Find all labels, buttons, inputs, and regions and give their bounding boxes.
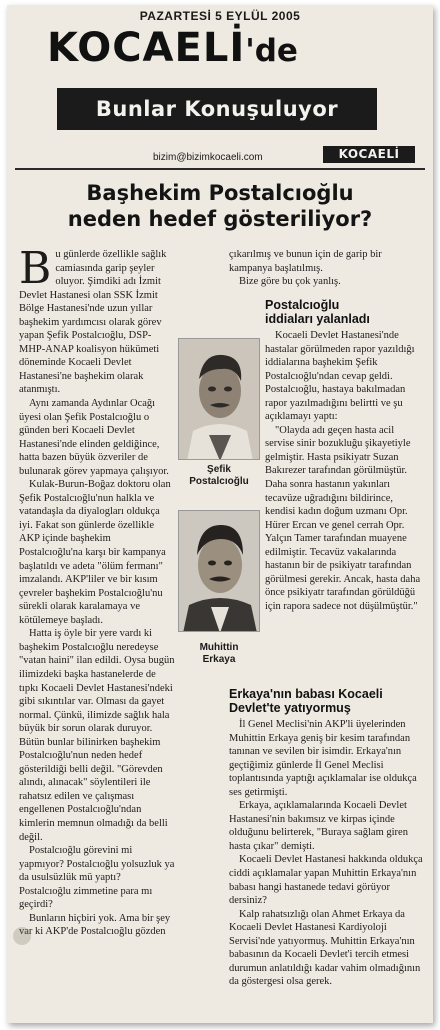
newspaper-clipping [7, 5, 433, 1023]
date-line: PAZARTESİ 5 EYLÜL 2005 [139, 9, 301, 23]
masthead-title-suffix: 'de [245, 33, 298, 69]
article-paragraph: Bize göre bu çok yanlış. [239, 276, 341, 288]
paper-logo: KOCAELİ [323, 146, 415, 163]
bottom-right-column [229, 684, 423, 989]
left-column [19, 243, 175, 939]
article-paragraph: Kalp rahatsızlığı olan Ahmet Erkaya da Kocaeli Devlet Hastanesi Kardiyoloji Servisi'nde yatıyormuş. Muhittin Erkaya'nın babasının da Kocaeli Devlet'i tercih etmesi durumun anlatıldığı kadar vahim olmadığının da göstergesi olsa gerek. [229, 908, 421, 988]
section-banner: Bunlar Konuşuluyor [57, 88, 377, 130]
article-paragraph: çıkarılmış ve bunun için de garip bir kampanya başlatılmış. [229, 249, 382, 274]
portrait-photo-erkaya [178, 510, 260, 632]
article-paragraph: "Olayda adı geçen hasta acil servise sinir bozukluğu şikayetiyle gelmiştir. Hasta psikiyatr Suzan Bakırezer tarafından görülmüştür. Daha sonra hastanın yakınları tecavüze uğradığını bildirince, kendisi kadın doğum uzmanı Opr. Hürer Ercan ve genel cerrah Opr. Yalçın Tamer tarafından muayene edilmiştir. Tecavüz vakalarında hastanın bir de psikiyatr tarafından görülmesi gerekir. Ancak, hasta daha önce psikiyatr tarafından görüldüğü için rapora sadece not düşülmüştür." [265, 424, 421, 612]
photo-caption-erkaya: Muhittin Erkaya [199, 642, 239, 665]
top-divider [15, 168, 425, 170]
right-column [229, 248, 423, 289]
headline-line-2: neden hedef gösteriliyor? [67, 207, 373, 231]
subhead-erkaya: Erkaya'nın babası Kocaeli Devlet'te yatıyormuş [229, 687, 383, 715]
article-paragraph: Bu günlerde özellikle sağlık camiasında garip şeyler oluyor. Şimdiki adı İzmit Devlet Hastanesi olan SSK İzmit Bölge Hastanesi'nde uzun yıllar başhekim yardımcısı olarak görev yapan Şefik Postalcıoğlu, DSP-MHP-ANAP koalisyon hükümeti döneminde Kocaeli Devlet Hastanesi'ne başhekim olarak atanmıştı. [19, 243, 167, 396]
article-paragraph: Hatta iş öyle bir yere vardı ki başhekim Postalcıoğlu neredeyse "vatan haini" ilan edildi. Oysa bugün ilimizdeki başka hastanelerde de tıpkı Kocaeli Devlet Hastanesi'ndeki gibi sıkıntılar var. Olması da gayet normal. Çünkü, ilimizde sağlık hala büyük bir sorun olarak duruyor. Bütün bunlar bilinirken başhekim Postalcıoğlu'nun neden hedef gösterildiği belli değil. "Görevden alındı, alınacak" söylentileri ile rahatsız edilen ve çalışması engellenen Postalcıoğlu'ndan kimlerin memnun olmadığı da belli değil. [19, 628, 175, 843]
masthead-title-main: KOCAELİ [47, 25, 246, 71]
article-paragraph: Kocaeli Devlet Hastanesi hakkında oldukça ciddi açıklamalar yapan Muhittin Erkaya'nın babası hangi hastanede tedavi görüyor dersiniz? [229, 854, 423, 907]
article-paragraph: İl Genel Meclisi'nin AKP'li üyelerinden Muhittin Erkaya geniş bir kesim tarafından tanınan ve sevilen bir isimdir. Erkaya'nın geçtiğimiz günlerde İl Genel Meclisi toplantısında yaptığı açıklamalar ise oldukça ses getirmişti. [229, 719, 417, 798]
subhead-postalcioglu: Postalcıoğlu iddiaları yalanladı [265, 298, 370, 326]
masthead-title [47, 25, 298, 71]
right-column-lower [265, 295, 423, 613]
portrait-icon [179, 511, 260, 632]
article-paragraph: Kocaeli Devlet Hastanesi'nde hastalar görülmeden rapor yazıldığı iddialarına başhekim Şefik Postalcıoğlu'ndan cevap geldi. Postalcıoğlu, hastaya bakılmadan rapor yazılmadığını belirtti ve şu açıklamayı yaptı: [265, 330, 415, 423]
article-paragraph: Kulak-Burun-Boğaz doktoru olan Şefik Postalcıoğlu'nun halkla ve vatandaşla da diyalogları oldukça iyi. Fakat son günlerde özellikle AKP içinde başhekim Postalcıoğlu'na karşı bir kampanya başlatıldı ve adeta "ölüm fermanı" imzalandı. AKP'liler ve bir kısım çevreler başhekim Postalcıoğlu'nu sürekli olarak karalamaya ve kötülemeye başladı. [19, 479, 171, 626]
article-paragraph: Postalcıoğlu görevini mi yapmıyor? Postalcıoğlu yolsuzluk ya da usulsüzlük mü yaptı? Postalcıoğlu zimmetine para mı geçirdi? [19, 845, 175, 911]
paper-stain [13, 927, 31, 945]
article-paragraph: Bunların hiçbiri yok. Ama bir şey var ki AKP'de Postalcıoğlu gözden [19, 912, 171, 938]
email-address: bizim@bizimkocaeli.com [153, 152, 263, 163]
photo-caption-postalcioglu: Şefik Postalcıoğlu [189, 464, 249, 487]
headline-line-1: Başhekim Postalcıoğlu [86, 181, 354, 205]
drop-cap: B [19, 243, 52, 294]
headline [7, 180, 433, 232]
portrait-icon [179, 339, 260, 460]
article-paragraph: Aynı zamanda Aydınlar Ocağı üyesi olan Şefik Postalcıoğlu o günden beri Kocaeli Devlet Hastanesi'nde elinden geldiğince, hatta bazen büyük özveriler de bulunarak görev yapmaya çalışıyor. [19, 398, 169, 477]
portrait-photo-postalcioglu [178, 338, 260, 460]
article-paragraph: Erkaya, açıklamalarında Kocaeli Devlet Hastanesi'nin bakımsız ve kirpas içinde olduğunu belirterek, "Buraya sağlam giren hasta çıkar" demişti. [229, 800, 408, 852]
